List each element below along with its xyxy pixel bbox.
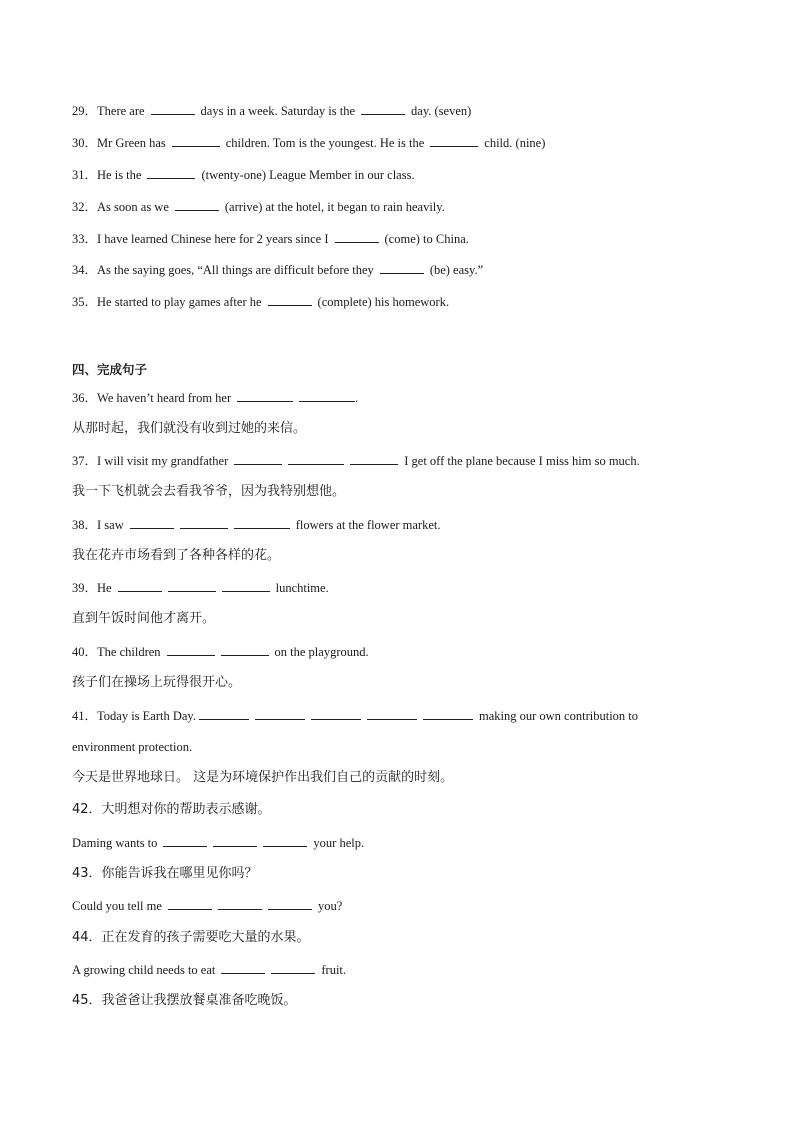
answer-blank[interactable] [335,231,379,243]
question-29 [72,103,724,119]
question-number: 36． [72,391,98,405]
question-number: 35． [72,295,98,309]
question-37 [72,453,724,469]
answer-blank[interactable] [147,167,195,179]
question-44-answer-line [72,962,724,978]
question-text: day. (seven) [411,104,472,118]
question-text: (arrive) at the hotel, it began to rain heavily. [224,200,445,214]
question-number: 37． [72,454,98,468]
answer-blank[interactable] [380,262,424,274]
question-42 [72,802,724,818]
question-text: your help. [313,836,365,850]
question-35 [72,294,724,310]
answer-blank[interactable] [118,580,162,592]
question-text: A growing child needs to eat [72,963,216,977]
question-text: There are [97,104,145,118]
question-number: 30． [72,136,98,150]
answer-blank[interactable] [168,580,216,592]
question-number: 32． [72,200,98,214]
question-text: I get off the plane because I miss him so much. [404,454,640,468]
question-42-answer-line [72,835,724,851]
answer-blank[interactable] [367,708,417,720]
question-text: He started to play games after he [97,295,262,309]
question-text: child. (nine) [484,136,546,150]
question-number: 43． [72,866,102,881]
answer-blank[interactable] [350,453,398,465]
answer-blank[interactable] [271,962,315,974]
section-heading: 四、完成句子 [72,362,148,377]
chinese-prompt: 正在发育的孩子需要吃大量的水果。 [101,930,310,945]
question-text: I will visit my grandfather [97,454,229,468]
question-text: I have learned Chinese here for 2 years since I [97,232,329,246]
question-text: Could you tell me [72,899,162,913]
question-number: 40． [72,645,98,659]
question-text: Daming wants to [72,836,158,850]
answer-blank[interactable] [213,835,257,847]
question-31 [72,167,724,183]
question-number: 31． [72,168,98,182]
question-text: days in a week. Saturday is the [200,104,356,118]
answer-blank[interactable] [218,898,262,910]
question-44 [72,930,724,946]
answer-blank[interactable] [168,898,212,910]
question-41-continuation: environment protection. [72,740,193,754]
question-text: (complete) his homework. [317,295,450,309]
question-number: 39． [72,581,98,595]
question-38 [72,517,724,533]
question-text: flowers at the flower market. [295,518,441,532]
question-text: As the saying goes, “All things are difficult before they [97,263,374,277]
chinese-translation: 我在花卉市场看到了各种各样的花。 [72,548,281,563]
answer-blank[interactable] [151,103,195,115]
answer-blank[interactable] [268,294,312,306]
question-text: . [355,391,359,405]
chinese-translation: 今天是世界地球日。 这是为环境保护作出我们自己的贡献的时刻。 [72,770,454,785]
question-text: children. Tom is the youngest. He is the [225,136,425,150]
answer-blank[interactable] [221,962,265,974]
answer-blank[interactable] [163,835,207,847]
question-45 [72,993,724,1009]
answer-blank[interactable] [221,644,269,656]
chinese-translation: 我一下飞机就会去看我爷爷，因为我特别想他。 [72,484,346,499]
question-41 [72,708,724,724]
question-text: Mr Green has [97,136,166,150]
answer-blank[interactable] [288,453,344,465]
question-text: making our own contribution to [479,709,639,723]
question-34 [72,262,724,278]
answer-blank[interactable] [237,390,293,402]
question-number: 44． [72,930,102,945]
question-text: He [97,581,112,595]
question-30 [72,135,724,151]
answer-blank[interactable] [130,517,174,529]
question-text: He is the [97,168,142,182]
question-text: (twenty-one) League Member in our class. [201,168,415,182]
question-32 [72,199,724,215]
question-number: 41． [72,709,98,723]
question-number: 38． [72,518,98,532]
chinese-translation: 从那时起，我们就没有收到过她的来信。 [72,421,307,436]
answer-blank[interactable] [311,708,361,720]
question-number: 42． [72,802,102,817]
chinese-translation: 直到午饭时间他才离开。 [72,611,216,626]
question-text: lunchtime. [275,581,329,595]
question-text: (be) easy.” [429,263,484,277]
answer-blank[interactable] [234,453,282,465]
question-text: (come) to China. [384,232,469,246]
answer-blank[interactable] [255,708,305,720]
answer-blank[interactable] [199,708,249,720]
answer-blank[interactable] [180,517,228,529]
question-text: As soon as we [97,200,169,214]
chinese-translation: 孩子们在操场上玩得很开心。 [72,675,242,690]
question-number: 45． [72,993,102,1008]
question-text: We haven’t heard from her [97,391,232,405]
question-number: 29． [72,104,98,118]
question-text: fruit. [321,963,347,977]
question-text: I saw [97,518,124,532]
answer-blank[interactable] [234,517,290,529]
answer-blank[interactable] [175,199,219,211]
question-43 [72,866,724,882]
answer-blank[interactable] [167,644,215,656]
question-40 [72,644,724,660]
question-43-answer-line [72,898,724,914]
answer-blank[interactable] [361,103,405,115]
answer-blank[interactable] [299,390,355,402]
chinese-prompt: 大明想对你的帮助表示感谢。 [101,802,271,817]
answer-blank[interactable] [222,580,270,592]
question-36 [72,390,724,406]
answer-blank[interactable] [172,135,220,147]
question-text: on the playground. [274,645,369,659]
question-number: 34． [72,263,98,277]
answer-blank[interactable] [430,135,478,147]
question-text: you? [317,899,343,913]
question-number: 33． [72,232,98,246]
question-39 [72,580,724,596]
chinese-prompt: 你能告诉我在哪里见你吗？ [101,866,258,881]
answer-blank[interactable] [263,835,307,847]
question-text: The children [97,645,161,659]
chinese-prompt: 我爸爸让我摆放餐桌准备吃晚饭。 [101,993,297,1008]
question-text: Today is Earth Day. [97,709,196,723]
question-33 [72,231,724,247]
answer-blank[interactable] [268,898,312,910]
answer-blank[interactable] [423,708,473,720]
